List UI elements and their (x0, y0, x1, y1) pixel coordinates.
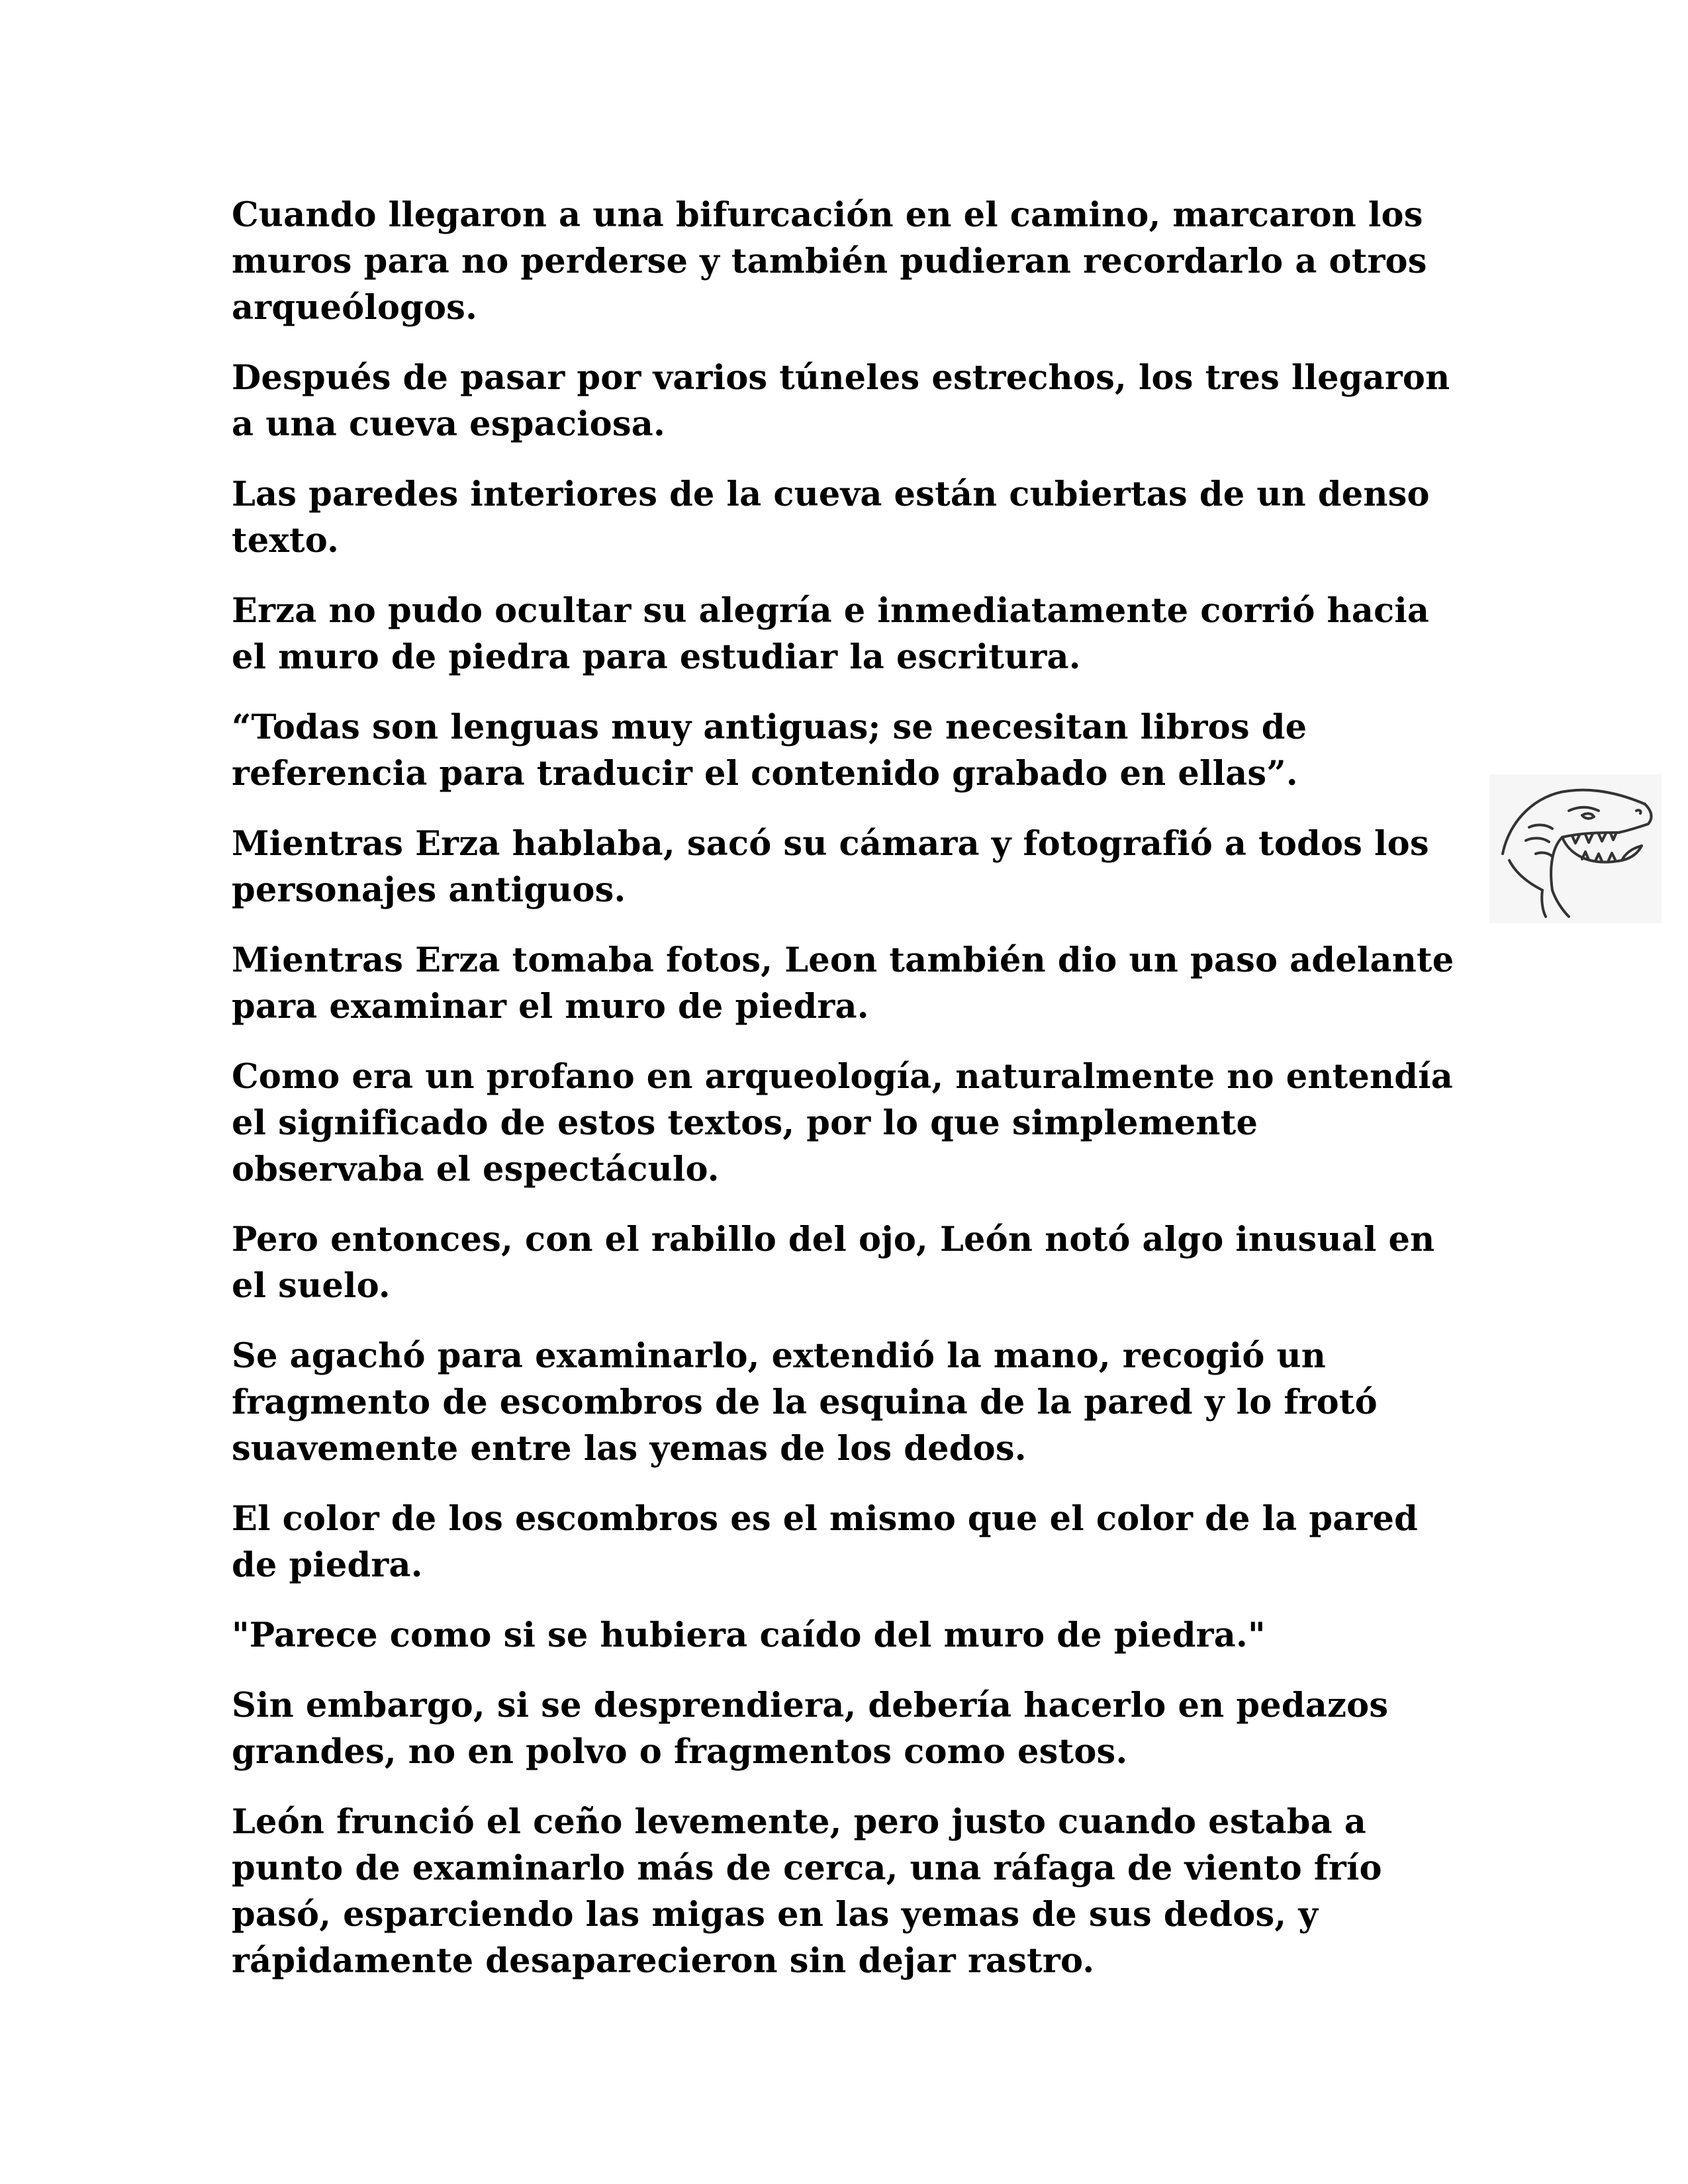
paragraph-10: Se agachó para examinarlo, extendió la mano, recogió un fragmento de escombros de la esquina de la pared y lo frotó suavemente entre las yemas de los dedos. (232, 1336, 1378, 1469)
paragraph-13: Sin embargo, si se desprendiera, debería hacerlo en pedazos grandes, no en polvo o fragmentos como estos. (232, 1686, 1389, 1772)
paragraph-8: Como era un profano en arqueología, naturalmente no entendía el significado de estos textos, por lo que simplemente observaba el espectáculo. (232, 1057, 1453, 1189)
paragraph-4: Erza no pudo ocultar su alegría e inmediatamente corrió hacia el muro de piedra para estudiar la escritura. (232, 591, 1430, 677)
paragraph-6: Mientras Erza hablaba, sacó su cámara y fotografió a todos los personajes antiguos. (232, 824, 1429, 910)
paragraph-9: Pero entonces, con el rabillo del ojo, León notó algo inusual en el suelo. (232, 1220, 1435, 1306)
paragraph-2: Después de pasar por varios túneles estrechos, los tres llegaron a una cueva espaciosa. (232, 358, 1450, 444)
paragraph-14: León frunció el ceño levemente, pero justo cuando estaba a punto de examinarlo más de cerca, una ráfaga de viento frío pasó, esparciendo las migas en las yemas de sus dedos, y rápidamente desaparecieron sin dejar rastro. (232, 1802, 1382, 1981)
paragraph-7: Mientras Erza tomaba fotos, Leon también dio un paso adelante para examinar el muro de piedra. (232, 940, 1454, 1026)
body-text (232, 192, 1456, 2008)
paragraph-5: “Todas son lenguas muy antiguas; se necesitan libros de referencia para traducir el contenido grabado en ellas”. (232, 707, 1307, 794)
paragraph-12: "Parece como si se hubiera caído del muro de piedra." (232, 1615, 1266, 1655)
paragraph-1: Cuando llegaron a una bifurcación en el camino, marcaron los muros para no perderse y también pudieran recordarlo a otros arqueólogos. (232, 195, 1427, 328)
paragraph-11: El color de los escombros es el mismo que el color de la pared de piedra. (232, 1499, 1419, 1585)
paragraph-3: Las paredes interiores de la cueva están cubiertas de un denso texto. (232, 475, 1430, 561)
dinosaur-head-sketch-icon (1489, 774, 1662, 923)
